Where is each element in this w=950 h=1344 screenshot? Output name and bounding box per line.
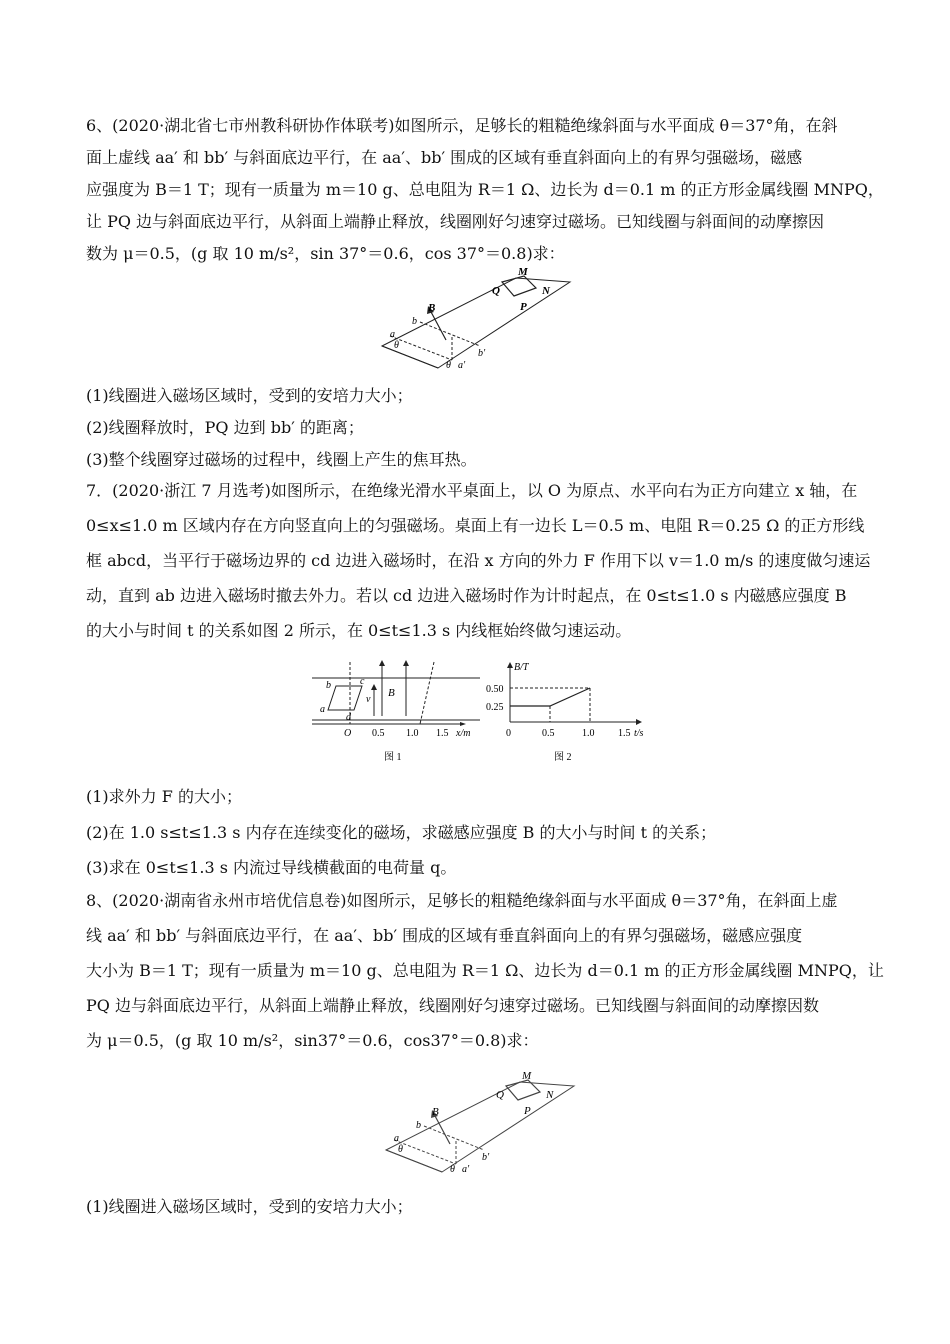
x-axis-label: t/s [634, 728, 644, 739]
q7-subq-1: (1)求外力 F 的大小； [86, 787, 242, 806]
label-b: b [326, 680, 331, 691]
dashed-boundary-right [420, 662, 434, 724]
caption-figure-2: 图 2 [554, 752, 572, 763]
q6-line-1: 6、(2020·湖北省七市州教科研协作体联考)如图所示，足够长的粗糙绝缘斜面与水平面成 θ＝37°角，在斜 [86, 116, 838, 135]
label-N: N [546, 1089, 554, 1101]
label-P: P [520, 301, 527, 313]
y-tick-0-50: 0.50 [486, 684, 504, 695]
q7-line-2: 0≤x≤1.0 m 区域内存在方向竖直向上的匀强磁场。桌面上有一边长 L＝0.5 m、电阻 R＝0.25 Ω 的正方形线 [86, 516, 865, 535]
dashed-line-bb [420, 322, 480, 346]
q6-line-5: 数为 μ＝0.5，(g 取 10 m/s²，sin 37°＝0.6，cos 37°＝0.8)求： [86, 244, 565, 263]
label-a-prime: a′ [462, 1164, 470, 1175]
frame-abcd [328, 686, 362, 710]
axis-label-x: x/m [456, 728, 471, 739]
x-tick-0-5: 0.5 [542, 728, 555, 739]
label-c: c [360, 676, 365, 687]
label-v: v [366, 694, 371, 705]
label-B: B [428, 302, 436, 314]
q6-line-2: 面上虚线 aa′ 和 bb′ 与斜面底边平行，在 aa′、bb′ 围成的区域有垂直斜面向上的有界匀强磁场，磁感 [86, 148, 803, 167]
y-tick-0-25: 0.25 [486, 702, 504, 713]
b-t-curve [510, 688, 590, 706]
label-b-prime: b′ [478, 348, 486, 359]
q8-incline-figure [380, 1068, 580, 1180]
q8-line-3: 大小为 B＝1 T；现有一质量为 m＝10 g、总电阻为 R＝1 Ω、边长为 d＝0.1 m 的正方形金属线圈 MNPQ，让 [86, 961, 884, 980]
x-axis-arrow [636, 719, 642, 725]
q7-subq-3: (3)求在 0≤t≤1.3 s 内流过导线横截面的电荷量 q。 [86, 858, 457, 877]
label-Q: Q [496, 1089, 504, 1101]
label-P: P [524, 1105, 531, 1117]
label-d: d [346, 712, 351, 723]
label-theta-2: θ [446, 360, 451, 371]
base-edge [382, 346, 438, 368]
q8-line-1: 8、(2020·湖南省永州市培优信息卷)如图所示，足够长的粗糙绝缘斜面与水平面成 θ＝37°角，在斜面上虚 [86, 891, 838, 910]
label-b: b [416, 1120, 421, 1131]
q6-line-4: 让 PQ 边与斜面底边平行，从斜面上端静止释放，线圈刚好匀速穿过磁场。已知线圈与斜面间的动摩擦因 [86, 212, 825, 231]
base-edge [386, 1150, 442, 1172]
x-axis-arrow [460, 722, 466, 726]
tick-1-5: 1.5 [436, 728, 449, 739]
field-arrow-head-1 [379, 660, 385, 666]
x-tick-0: 0 [506, 728, 511, 739]
dashed-line-aa [390, 336, 452, 360]
x-tick-1-0: 1.0 [582, 728, 595, 739]
q7-subq-2: (2)在 1.0 s≤t≤1.3 s 内存在连续变化的磁场，求磁感应强度 B 的大小与时间 t 的关系； [86, 823, 717, 842]
label-b-prime: b′ [482, 1152, 490, 1163]
label-a: a [320, 704, 325, 715]
label-theta-2: θ [450, 1164, 455, 1175]
label-N: N [542, 285, 550, 297]
label-B: B [432, 1106, 439, 1118]
label-a-prime: a′ [458, 360, 466, 371]
label-theta-1: θ [394, 340, 399, 351]
x-tick-1-5: 1.5 [618, 728, 631, 739]
label-M: M [518, 266, 528, 278]
q6-subq-3: (3)整个线圈穿过磁场的过程中，线圈上产生的焦耳热。 [86, 450, 477, 469]
q8-subq-1: (1)线圈进入磁场区域时，受到的安培力大小； [86, 1197, 413, 1216]
q8-line-4: PQ 边与斜面底边平行，从斜面上端静止释放，线圈刚好匀速穿过磁场。已知线圈与斜面间的动摩擦因数 [86, 996, 819, 1015]
q8-line-5: 为 μ＝0.5，(g 取 10 m/s²，sin37°＝0.6，cos37°＝0.8)求： [86, 1031, 539, 1050]
q7-line-4: 动，直到 ab 边进入磁场时撤去外力。若以 cd 边进入磁场时作为计时起点，在 0≤t≤1.0 s 内磁感应强度 B [86, 586, 847, 605]
q7-line-1: 7．(2020·浙江 7 月选考)如图所示，在绝缘光滑水平桌面上，以 O 为原点、水平向右为正方向建立 x 轴，在 [86, 481, 858, 500]
tick-0-5: 0.5 [372, 728, 385, 739]
q8-line-2: 线 aa′ 和 bb′ 与斜面底边平行，在 aa′、bb′ 围成的区域有垂直斜面向上的有界匀强磁场，磁感应强度 [86, 926, 803, 945]
q7-figure-1 [302, 656, 486, 766]
q6-incline-figure [376, 264, 576, 376]
q6-subq-1: (1)线圈进入磁场区域时，受到的安培力大小； [86, 386, 413, 405]
y-axis-arrow [507, 662, 513, 668]
dashed-line-aa [394, 1140, 456, 1164]
label-a: a [394, 1133, 399, 1144]
label-a: a [390, 329, 395, 340]
caption-figure-1: 图 1 [384, 752, 402, 763]
q7-figure-2 [482, 656, 658, 766]
q6-subq-2: (2)线圈释放时，PQ 边到 bb′ 的距离； [86, 418, 364, 437]
y-axis-label: B/T [514, 662, 529, 673]
label-M: M [522, 1070, 532, 1082]
label-B: B [388, 687, 395, 699]
label-Q: Q [492, 285, 500, 297]
q7-line-5: 的大小与时间 t 的关系如图 2 所示，在 0≤t≤1.3 s 内线框始终做匀速运动。 [86, 621, 632, 640]
tick-1-0: 1.0 [406, 728, 419, 739]
q7-line-3: 框 abcd，当平行于磁场边界的 cd 边进入磁场时，在沿 x 方向的外力 F 作用下以 v＝1.0 m/s 的速度做匀速运 [86, 551, 871, 570]
dashed-line-bb [424, 1126, 484, 1150]
field-arrow-head-2 [403, 660, 409, 666]
label-theta-1: θ [398, 1144, 403, 1155]
label-b: b [412, 316, 417, 327]
field-arrow-head-3 [371, 684, 377, 690]
label-O: O [344, 728, 352, 739]
q6-line-3: 应强度为 B＝1 T；现有一质量为 m＝10 g、总电阻为 R＝1 Ω、边长为 d＝0.1 m 的正方形金属线圈 MNPQ， [86, 180, 884, 199]
